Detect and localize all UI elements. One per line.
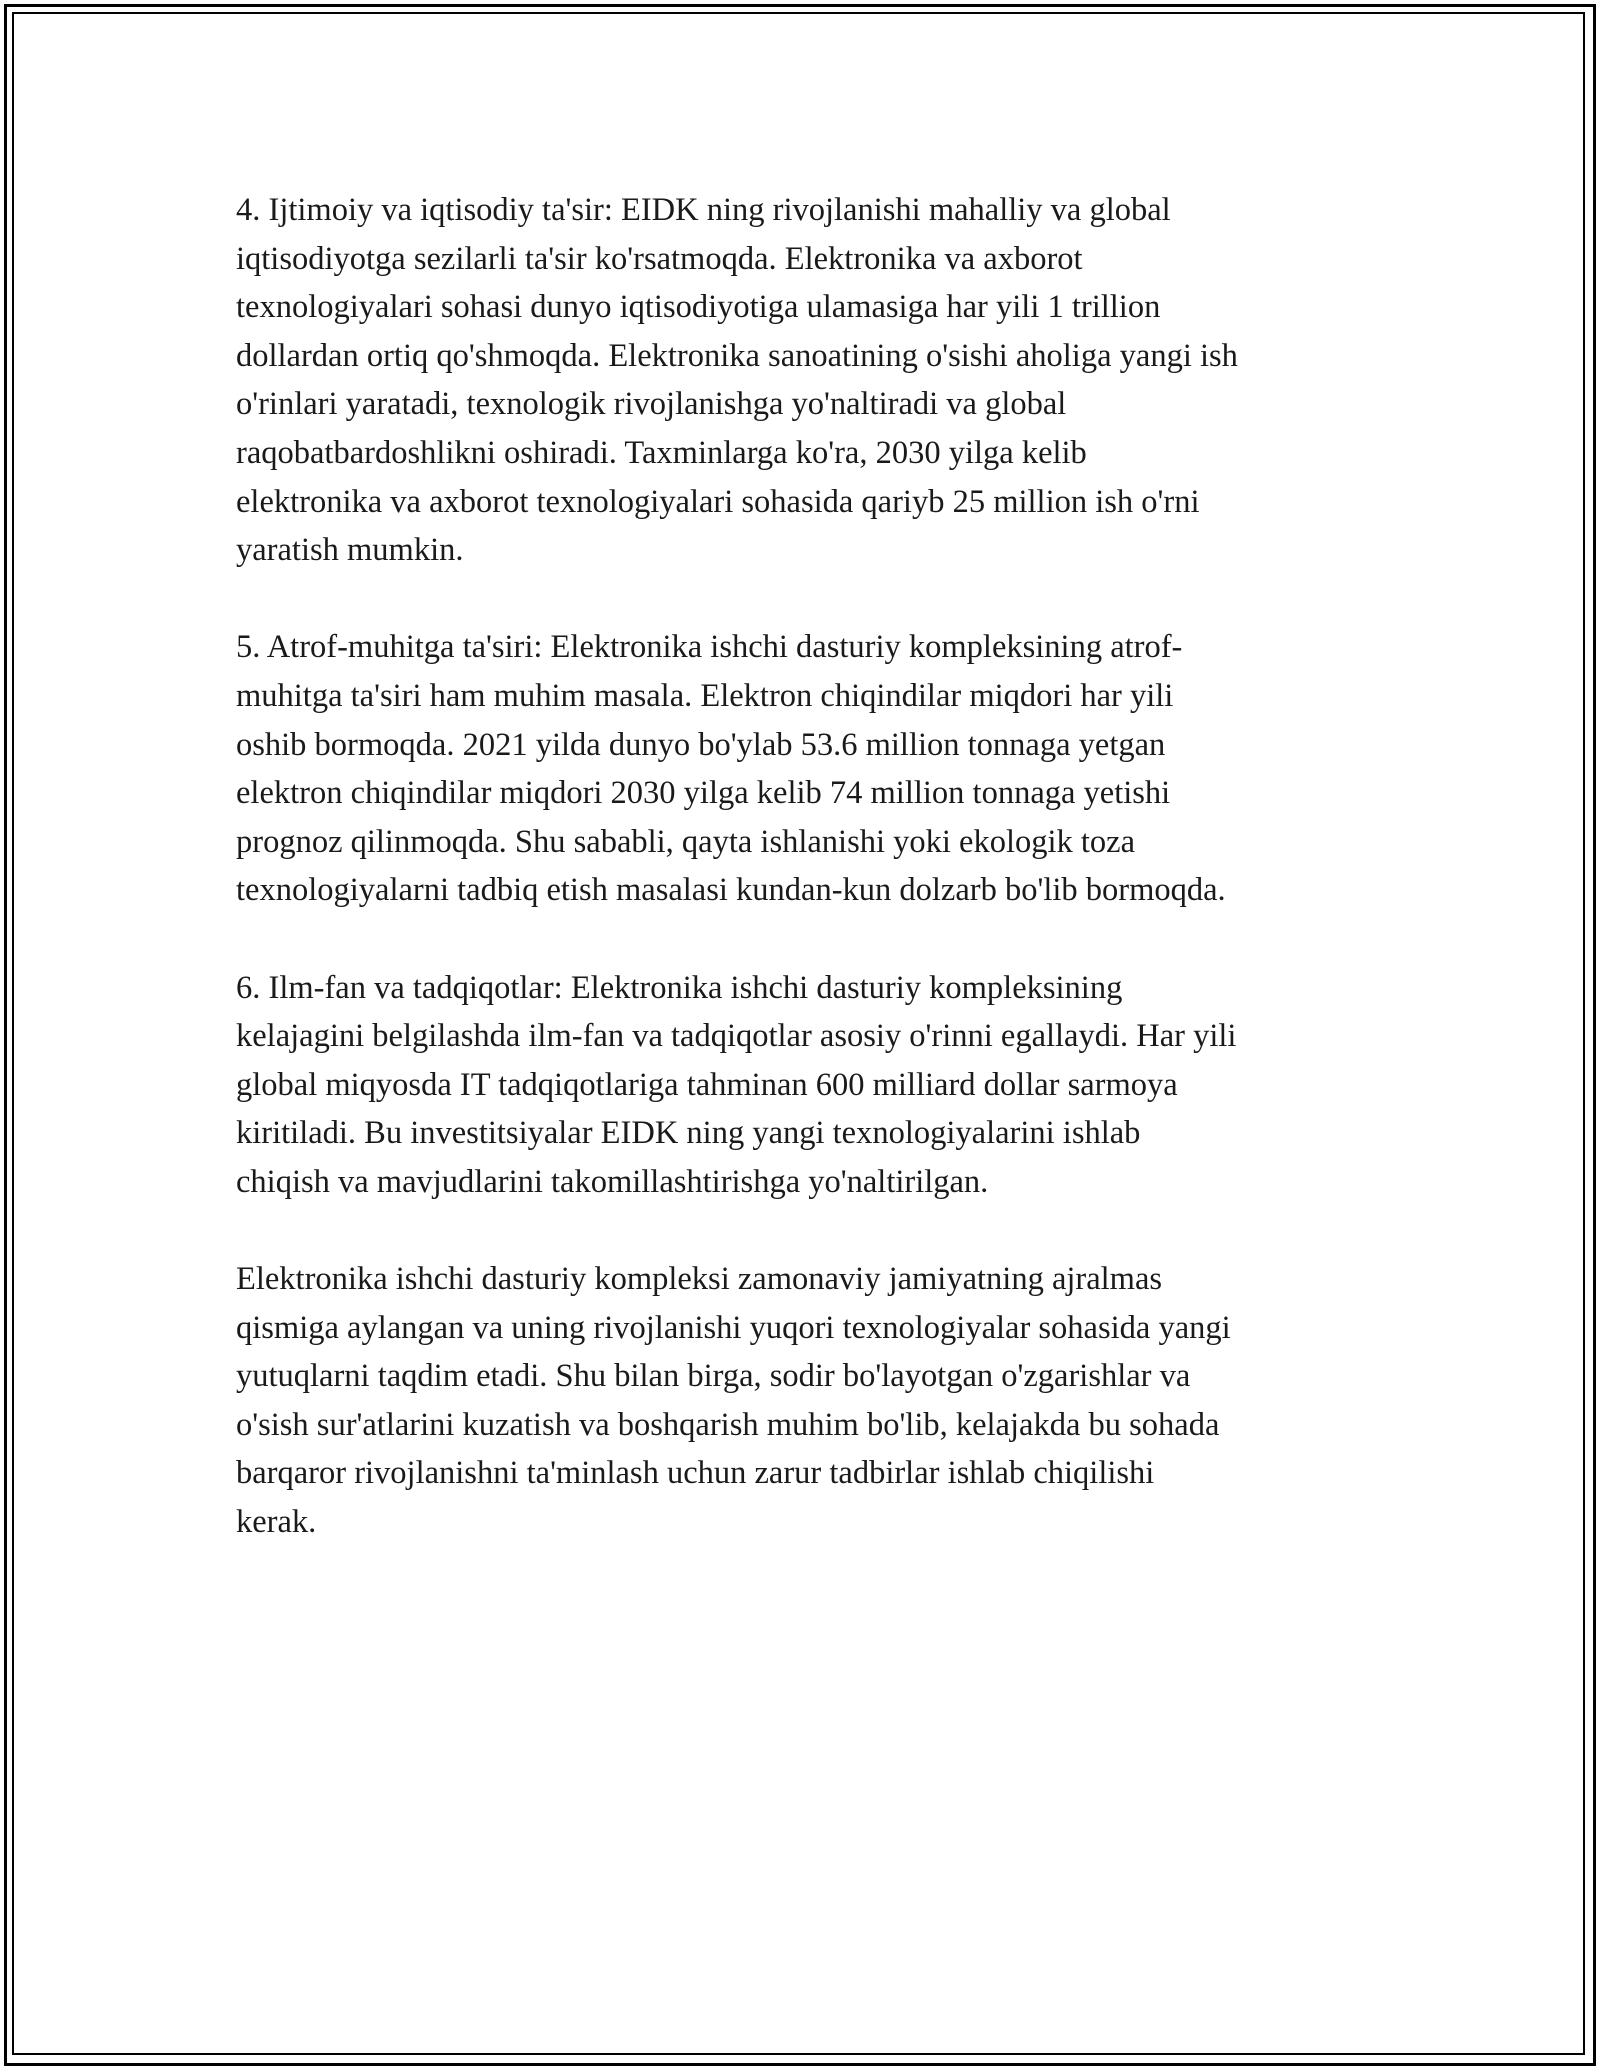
paragraph-conclusion: Elektronika ishchi dasturiy kompleksi zamonaviy jamiyatning ajralmas qismiga aylangan va uning rivojlanishi yuqori texnologiyalar sohasida yangi yutuqlarni taqdim etadi. Shu bilan birga, sodir bo'layotgan o'zgarishlar va o'sish sur'atlarini kuzatish va boshqarish muhim bo'lib, kelajakda bu sohada barqaror rivojlanishni ta'minlash uchun zarur tadbirlar ishlab chiqilishi kerak. <box>236 1261 1231 1541</box>
paragraph-science-research: 6. Ilm-fan va tadqiqotlar: Elektronika ishchi dasturiy kompleksining kelajagini belgilashda ilm-fan va tadqiqotlar asosiy o'rinni egallaydi. Har yili global miqyosda IT tadqiqotlariga tahminan 600 milliard dollar sarmoya kiritiladi. Bu investitsiyalar EIDK ning yangi texnologiyalarini ishlab chiqish va mavjudlarini takomillashtirishga yo'naltirilgan. <box>236 969 1237 1200</box>
paragraph-social-economic-impact: 4. Ijtimoiy va iqtisodiy ta'sir: EIDK ning rivojlanishi mahalliy va global iqtisodiyotga sezilarli ta'sir ko'rsatmoqda. Elektronika va axborot texnologiyalari sohasi dunyo iqtisodiyotiga ulamasiga har yili 1 trillion dollardan ortiq qo'shmoqda. Elektronika sanoatining o'sishi aholiga yangi ish o'rinlari yaratadi, texnologik rivojlanishga yo'naltiradi va global raqobatbardoshlikni oshiradi. Taxminlarga ko'ra, 2030 yilga kelib elektronika va axborot texnologiyalari sohasida qariyb 25 million ish o'rni yaratish mumkin. <box>236 192 1238 569</box>
paragraph-environmental-impact: 5. Atrof-muhitga ta'siri: Elektronika ishchi dasturiy kompleksining atrof- muhitga ta'siri ham muhim masala. Elektron chiqindilar miqdori har yili oshib bormoqda. 2021 yilda dunyo bo'ylab 53.6 million tonnaga yetgan elektron chiqindilar miqdori 2030 yilga kelib 74 million tonnaga yetishi prognoz qilinmoqda. Shu sababli, qayta ishlanishi yoki ekologik toza texnologiyalarni tadbiq etish masalasi kundan-kun dolzarb bo'lib bormoqda. <box>236 629 1226 909</box>
document-body <box>236 186 1376 1595</box>
